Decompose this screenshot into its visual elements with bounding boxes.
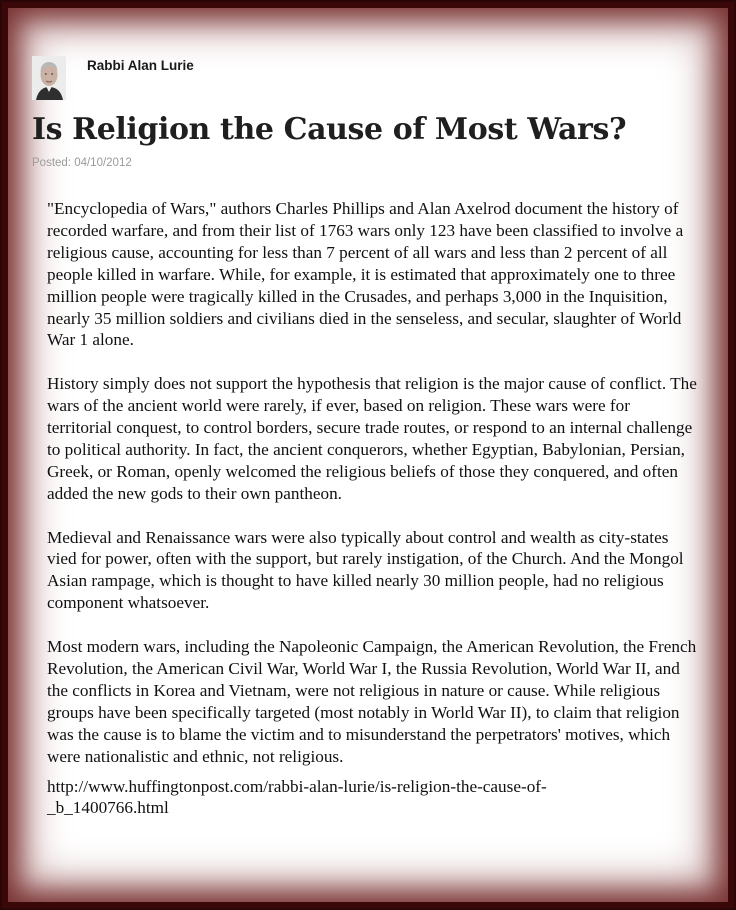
author-name[interactable]: Rabbi Alan Lurie xyxy=(87,58,194,73)
author-photo-icon xyxy=(32,56,66,100)
article-title: Is Religion the Cause of Most Wars? xyxy=(32,112,627,147)
author-avatar[interactable] xyxy=(32,56,66,100)
article-paragraph: "Encyclopedia of Wars," authors Charles Phillips and Alan Axelrod document the history of recorded warfare, and from their list of 1763 wars only 123 have been classified to involve a religious cause, accounting for less than 7 percent of all wars and less than 2 percent of all people killed in warfare. While, for example, it is estimated that approximately one to three million people were tragically killed in the Crusades, and perhaps 3,000 in the Inquisition, nearly 35 million soldiers and civilians died in the senseless, and secular, slaughter of World War 1 alone. xyxy=(47,199,684,350)
article-paragraph: Medieval and Renaissance wars were also typically about control and wealth as city-states vied for power, often with the support, but rarely instigation, of the Church. And the Mongol Asian rampage, which is thought to have killed nearly 30 million people, had no religious component whatsoever. xyxy=(47,527,684,613)
source-url[interactable]: http://www.huffingtonpost.com/rabbi-alan-lurie/is-religion-the-cause-of-_b_1400766.html xyxy=(47,776,547,818)
article-body xyxy=(47,198,697,819)
article-paragraph: Most modern wars, including the Napoleonic Campaign, the American Revolution, the French Revolution, the American Civil War, World War I, the Russia Revolution, World War II, and the conflicts in Korea and Vietnam, were not religious in nature or cause. While religious groups have been specifically targeted (most notably in World War II), to claim that religion was the cause is to blame the victim and to misunderstand the perpetrators' motives, which were nationalistic and ethnic, not religious. xyxy=(47,637,697,766)
article-paragraph: History simply does not support the hypothesis that religion is the major cause of conflict. The wars of the ancient world were rarely, if ever, based on religion. These wars were for territorial conquest, to control borders, secure trade routes, or respond to an internal challenge to political authority. In fact, the ancient conquerors, whether Egyptian, Babylonian, Persian, Greek, or Roman, openly welcomed the religious beliefs of those they conquered, and often added the new gods to their own pantheon. xyxy=(47,374,697,503)
posted-date: Posted: 04/10/2012 xyxy=(32,157,132,169)
